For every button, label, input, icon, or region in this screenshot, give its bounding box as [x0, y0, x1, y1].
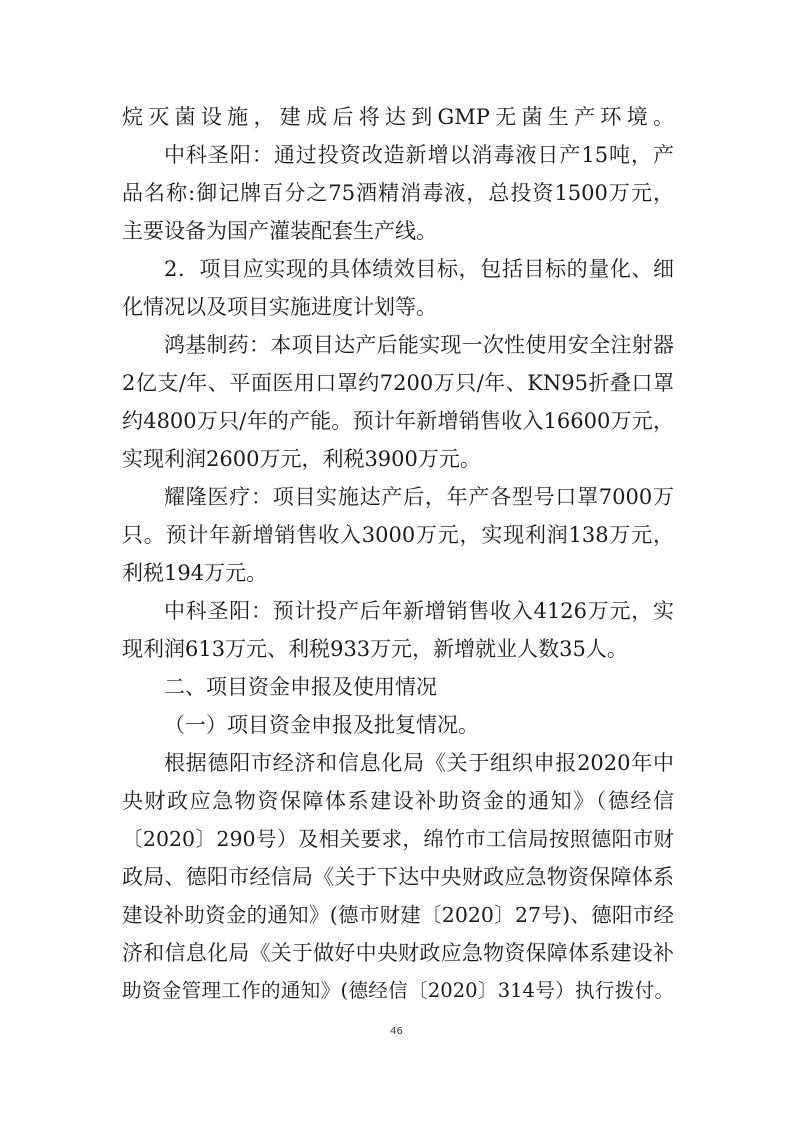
text-line: 2．项目应实现的具体绩效目标，包括目标的量化、细	[164, 257, 674, 281]
text-line: 约4800万只/年的产能。预计年新增销售收入16600万元，	[122, 409, 674, 433]
text-line: 中科圣阳：通过投资改造新增以消毒液日产15吨，产	[164, 143, 674, 167]
text-line: 现利润613万元、利税933万元，新增就业人数35人。	[122, 637, 628, 661]
text-line: 化情况以及项目实施进度计划等。	[122, 295, 437, 319]
subsection-heading: （一）项目资金申报及批复情况。	[164, 713, 479, 737]
section-heading: 二、项目资金申报及使用情况	[164, 675, 437, 699]
text-line: 根据德阳市经济和信息化局《关于组织申报2020年中	[164, 751, 674, 775]
text-line: 主要设备为国产灌装配套生产线。	[122, 219, 437, 243]
text-line: 政局、德阳市经信局《关于下达中央财政应急物资保障体系	[122, 865, 674, 889]
text-line: 耀隆医疗：项目实施达产后，年产各型号口罩7000万	[164, 485, 674, 509]
page-number: 46	[390, 1026, 403, 1037]
text-line: 利税194万元。	[122, 561, 268, 585]
text-line: 鸿基制药：本项目达产后能实现一次性使用安全注射器	[164, 333, 674, 357]
body-text	[122, 98, 674, 1010]
text-line: 实现利润2600万元，利税3900万元。	[122, 447, 481, 471]
text-line: 助资金管理工作的通知》(德经信〔2020〕314号）执行拨付。	[122, 979, 674, 1002]
text-line: 中科圣阳：预计投产后年新增销售收入4126万元，实	[164, 599, 674, 623]
text-line: 济和信息化局《关于做好中央财政应急物资保障体系建设补	[122, 941, 674, 965]
text-line: 只。预计年新增销售收入3000万元，实现利润138万元，	[122, 523, 674, 547]
text-line: 烷灭菌设施，建成后将达到GMP无菌生产环境。	[122, 105, 674, 129]
text-line: 品名称:御记牌百分之75酒精消毒液，总投资1500万元，	[122, 181, 674, 205]
text-line: 建设补助资金的通知》(德市财建〔2020〕27号)、德阳市经	[122, 903, 674, 927]
text-line: 央财政应急物资保障体系建设补助资金的通知》（德经信	[122, 789, 674, 813]
text-line: 〔2020〕290号）及相关要求，绵竹市工信局按照德阳市财	[122, 827, 674, 851]
text-line: 2亿支/年、平面医用口罩约7200万只/年、KN95折叠口罩	[122, 371, 674, 395]
